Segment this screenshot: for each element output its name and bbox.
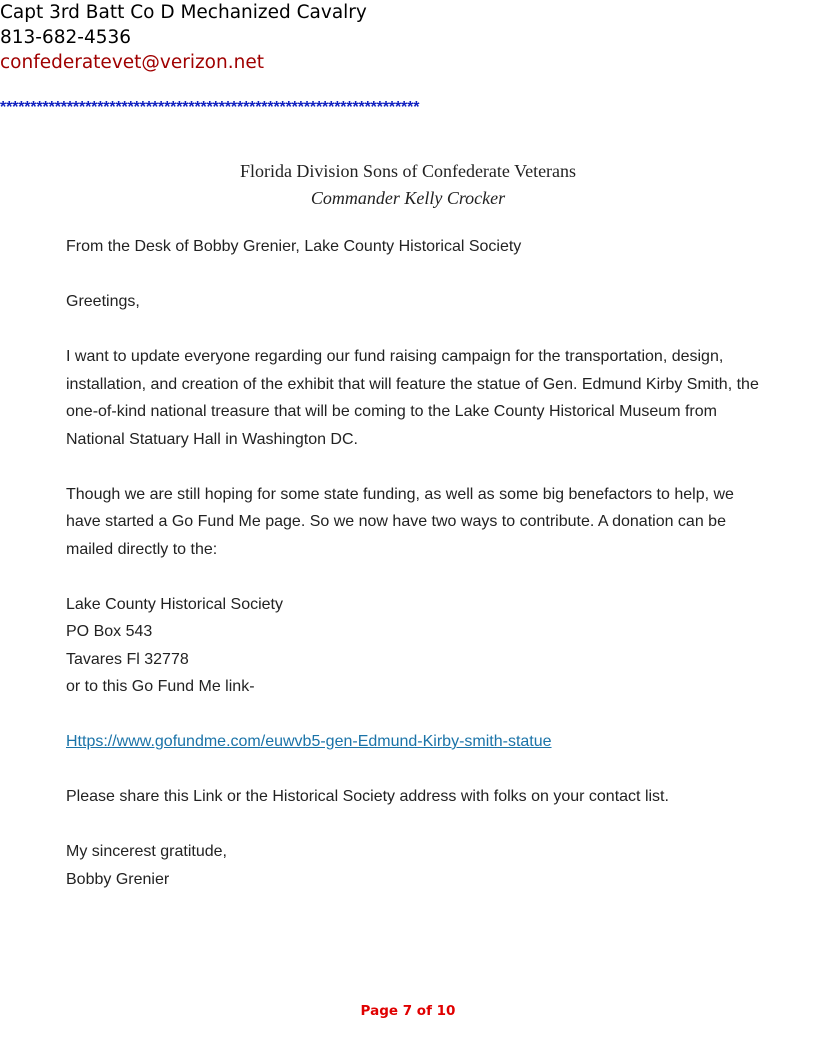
star-divider: ********************************************************************* <box>0 99 420 116</box>
address-line-3: Tavares Fl 32778 <box>66 650 189 668</box>
sender-header <box>0 0 367 75</box>
gofundme-link-paragraph <box>66 728 766 756</box>
paragraph-share: Please share this Link or the Historical Society address with folks on your contact list. <box>66 788 669 805</box>
organization-name: Florida Division Sons of Confederate Veterans <box>239 161 577 181</box>
sender-email[interactable]: confederatevet@verizon.net <box>0 52 264 73</box>
gofundme-link[interactable]: Https://www.gofundme.com/euwvb5-gen-Edmund-Kirby-smith-statue <box>66 733 552 750</box>
from-line: From the Desk of Bobby Grenier, Lake County Historical Society <box>66 238 522 255</box>
organization-heading <box>0 158 816 212</box>
address-line-4: or to this Go Fund Me link- <box>66 678 255 695</box>
commander-name: Commander Kelly Crocker <box>310 188 506 208</box>
closing-block <box>66 838 766 893</box>
paragraph-campaign-update: I want to update everyone regarding our fund raising campaign for the transportation, design, installation, and creation of the exhibit that will feature the statue of Gen. Edmund Kirby Smith, the one-of-kind national treasure that will be coming to the Lake County Historical Museum from National Statuary Hall in Washington DC. <box>66 348 759 448</box>
address-line-1: Lake County Historical Society <box>66 595 283 613</box>
paragraph-funding: Though we are still hoping for some state funding, as well as some big benefactors to help, we have started a Go Fund Me page. So we now have two ways to contribute. A donation can be mailed directly to the: <box>66 485 734 558</box>
page-number: Page 7 of 10 <box>360 1003 456 1019</box>
signature-name: Bobby Grenier <box>66 870 170 888</box>
mailing-address <box>66 591 766 701</box>
greeting: Greetings, <box>66 293 140 310</box>
sender-phone: 813-682-4536 <box>0 27 132 48</box>
sender-title: Capt 3rd Batt Co D Mechanized Cavalry <box>0 2 367 23</box>
address-line-2: PO Box 543 <box>66 623 153 640</box>
closing-line: My sincerest gratitude, <box>66 843 227 860</box>
letter-body <box>66 233 766 921</box>
